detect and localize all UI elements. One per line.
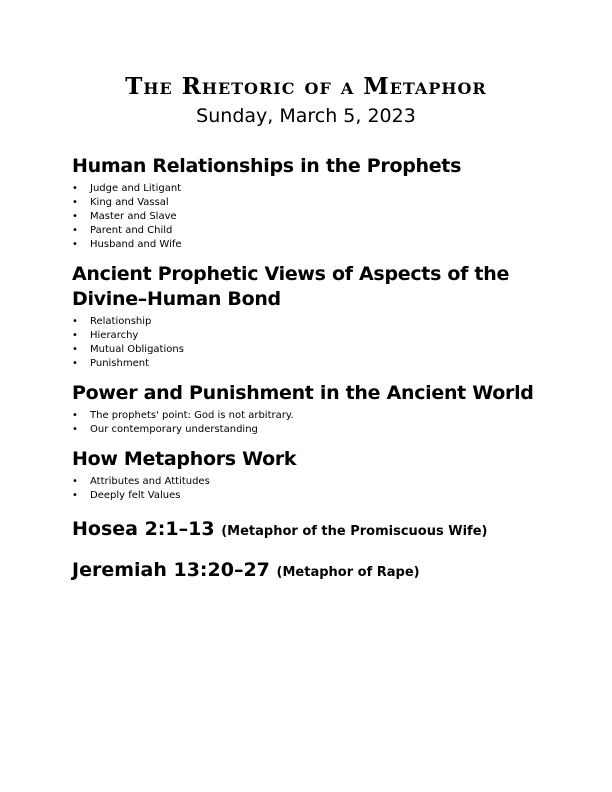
bullet-icon: •	[72, 476, 78, 487]
bullet-icon: •	[72, 183, 78, 194]
section-heading: Human Relationships in the Prophets	[72, 155, 462, 177]
list-item-text: Relationship	[90, 316, 152, 327]
reference-jeremiah	[72, 558, 542, 585]
section-heading	[72, 262, 542, 312]
list-item	[72, 409, 542, 423]
section-prophetic-views	[72, 262, 542, 371]
bullet-icon: •	[72, 358, 78, 369]
list-item	[72, 210, 542, 224]
reference-note: (Metaphor of Rape)	[276, 565, 420, 580]
section-heading: Power and Punishment in the Ancient World	[72, 382, 534, 404]
bullet-icon: •	[72, 424, 78, 435]
list-item-text: Mutual Obligations	[90, 344, 184, 355]
bullet-icon: •	[72, 330, 78, 341]
bullet-list	[72, 182, 542, 252]
reference-hosea	[72, 517, 542, 544]
bullet-icon: •	[72, 211, 78, 222]
bullet-list	[72, 409, 542, 437]
bullet-icon: •	[72, 344, 78, 355]
bullet-icon: •	[72, 225, 78, 236]
list-item-text: Our contemporary understanding	[90, 424, 258, 435]
bullet-icon: •	[72, 197, 78, 208]
list-item-text: Master and Slave	[90, 211, 177, 222]
section-heading: How Metaphors Work	[72, 448, 297, 470]
reference-note: (Metaphor of the Promiscuous Wife)	[221, 524, 488, 539]
bullet-icon: •	[72, 490, 78, 501]
list-item	[72, 196, 542, 210]
document-body	[72, 154, 542, 595]
list-item-text: Husband and Wife	[90, 239, 182, 250]
list-item	[72, 329, 542, 343]
section-power-punishment	[72, 381, 542, 437]
section-human-relationships	[72, 154, 542, 252]
reference-heading	[72, 558, 542, 585]
reference-passage: Jeremiah 13:20–27	[72, 559, 270, 581]
list-item-text: Attributes and Attitudes	[90, 476, 210, 487]
list-item	[72, 182, 542, 196]
document-date: Sunday, March 5, 2023	[196, 105, 416, 127]
document-title: The Rhetoric of a Metaphor	[125, 73, 487, 100]
bullet-icon: •	[72, 239, 78, 250]
list-item-text: Judge and Litigant	[90, 183, 182, 194]
reference-passage: Hosea 2:1–13	[72, 518, 215, 540]
bullet-list	[72, 315, 542, 371]
bullet-icon: •	[72, 316, 78, 327]
list-item-text: King and Vassal	[90, 197, 169, 208]
section-how-metaphors-work	[72, 447, 542, 503]
section-heading-line: Divine–Human Bond	[72, 288, 281, 310]
list-item	[72, 357, 542, 371]
list-item-text: Deeply felt Values	[90, 490, 181, 501]
reference-heading	[72, 517, 542, 544]
list-item	[72, 475, 542, 489]
list-item-text: Parent and Child	[90, 225, 173, 236]
list-item	[72, 423, 542, 437]
list-item	[72, 238, 542, 252]
section-heading-line: Ancient Prophetic Views of Aspects of the	[72, 263, 510, 285]
bullet-list	[72, 475, 542, 503]
list-item-text: The prophets' point: God is not arbitrary.	[90, 410, 294, 421]
list-item	[72, 315, 542, 329]
list-item-text: Hierarchy	[90, 330, 139, 341]
list-item	[72, 343, 542, 357]
list-item	[72, 224, 542, 238]
list-item	[72, 489, 542, 503]
bullet-icon: •	[72, 410, 78, 421]
list-item-text: Punishment	[90, 358, 150, 369]
